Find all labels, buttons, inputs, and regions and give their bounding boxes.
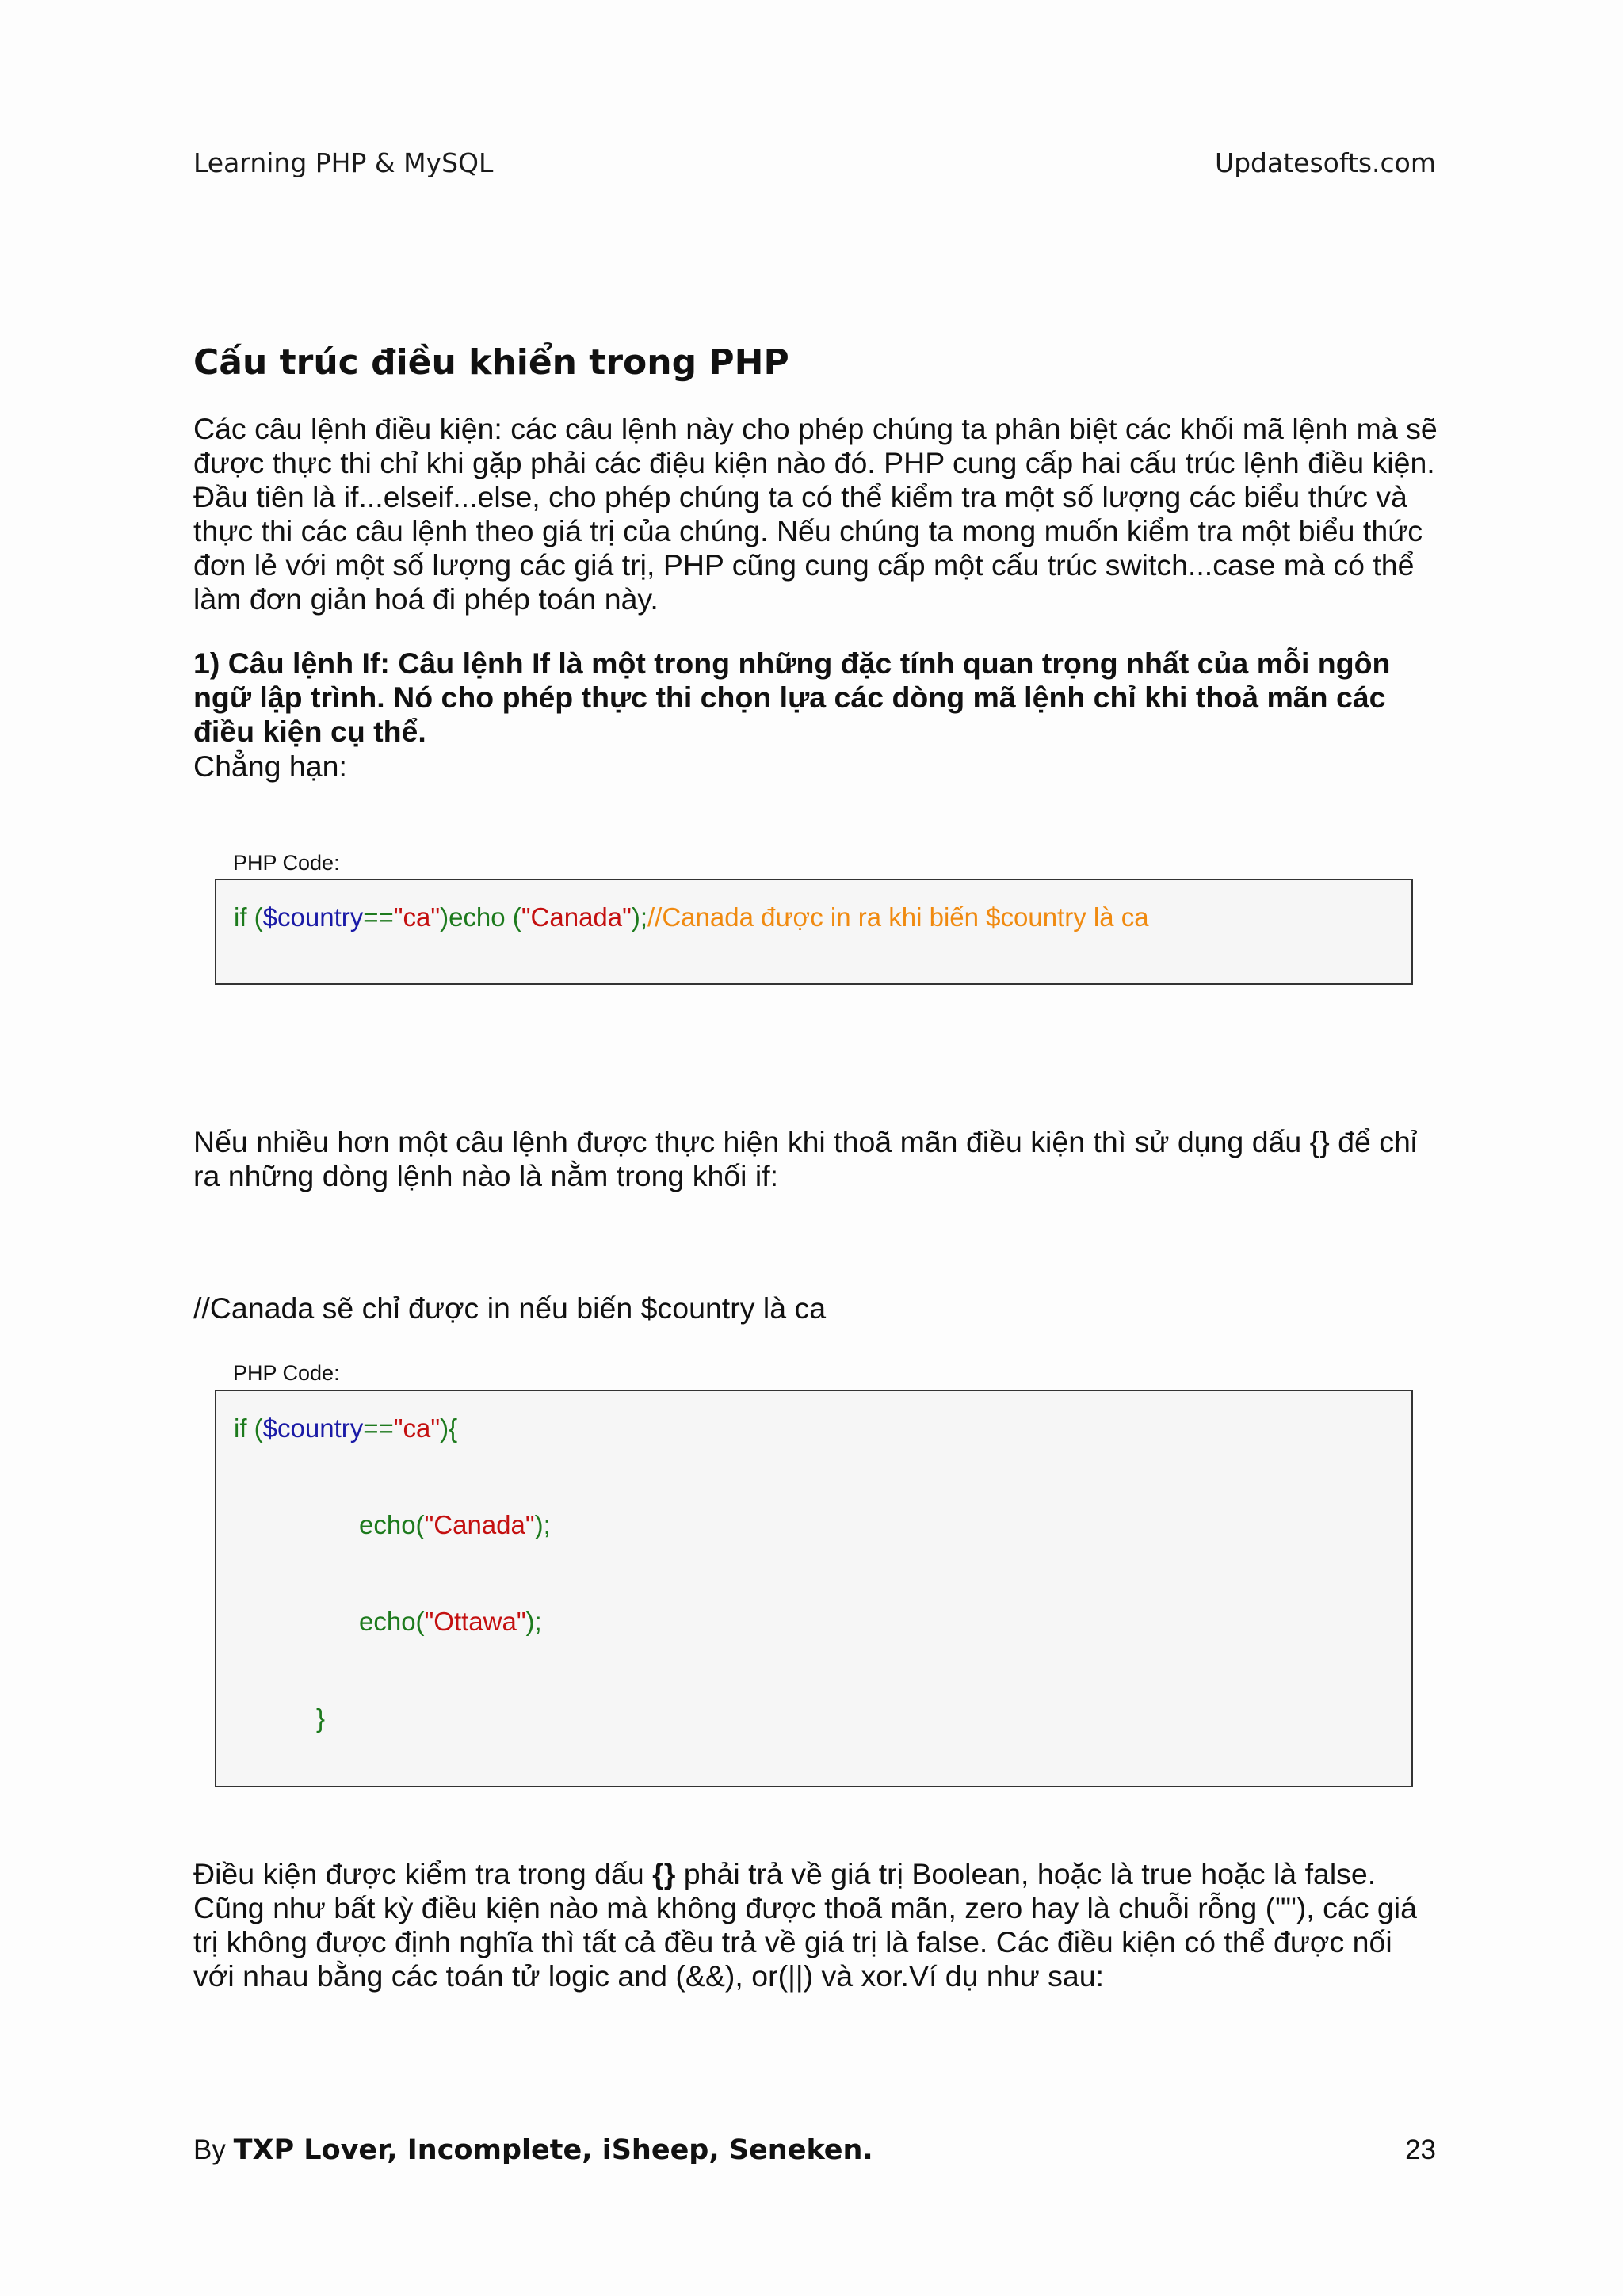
page-number: 23 [1405,2134,1436,2165]
code-label: PHP Code: [233,1361,340,1385]
multi-statement-paragraph: Nếu nhiều hơn một câu lệnh được thực hiện khi thoã mãn điều kiện thì sử dụng dấu {} để chỉ ra những dòng lệnh nào là nằm trong khối if: [193,1125,1418,1192]
code-block [215,1390,1413,1787]
intro-paragraph: Các câu lệnh điều kiện: các câu lệnh này cho phép chúng ta phân biệt các khối mã lệnh mà sẽ được thực thi chỉ khi gặp phải các điệu kiện nào đó. PHP cung cấp hai cấu trúc lệnh điều kiện. Đầu tiên là if...elseif...else, cho phép chúng ta có thể kiểm tra một số lượng các biểu thức và thực thi các câu lệnh theo giá trị của chúng. Nếu chúng ta mong muốn kiểm tra một biểu thức đơn lẻ với một số lượng các giá trị, PHP cũng cung cấp một cấu trúc switch...case mà có thể làm đơn giản hoá đi phép toán này. [193,412,1438,616]
code-line: echo("Canada"); [359,1510,551,1539]
code-line: if ($country=="ca")echo ("Canada");//Canada được in ra khi biến $country là ca [234,902,1149,932]
footer-authors: By TXP Lover, Incomplete, iSheep, Seneken. [193,2134,873,2166]
if-heading: 1) Câu lệnh If: Câu lệnh If là một trong những đặc tính quan trọng nhất của mỗi ngôn ngữ lập trình. Nó cho phép thực thi chọn lựa các dòng mã lệnh chỉ khi thoả mãn các điều kiện cụ thể. [193,646,1391,748]
page-title: Cấu trúc điều khiển trong PHP [193,342,789,383]
header-site: Updatesofts.com [1214,147,1436,178]
code-line: } [316,1703,326,1733]
code-line: if ($country=="ca"){ [234,1413,458,1443]
code-label: PHP Code: [233,851,340,875]
code-block [215,879,1413,985]
boolean-paragraph: Điều kiện được kiểm tra trong dấu {} phải trả về giá trị Boolean, hoặc là true hoặc là false. Cũng như bất kỳ điều kiện nào mà không được thoã mãn, zero hay là chuỗi rỗng (""), các giá trị không được định nghĩa thì tất cả đều trả về giá trị là false. Các điều kiện có thể được nối với nhau bằng các toán tử logic and (&&), or(||) và xor.Ví dụ như sau: [193,1857,1417,1993]
example-label: Chẳng hạn: [193,749,347,783]
code-line: echo("Ottawa"); [359,1607,542,1636]
comment-line: //Canada sẽ chỉ được in nếu biến $country là ca [193,1291,827,1325]
header-title: Learning PHP & MySQL [193,147,494,178]
